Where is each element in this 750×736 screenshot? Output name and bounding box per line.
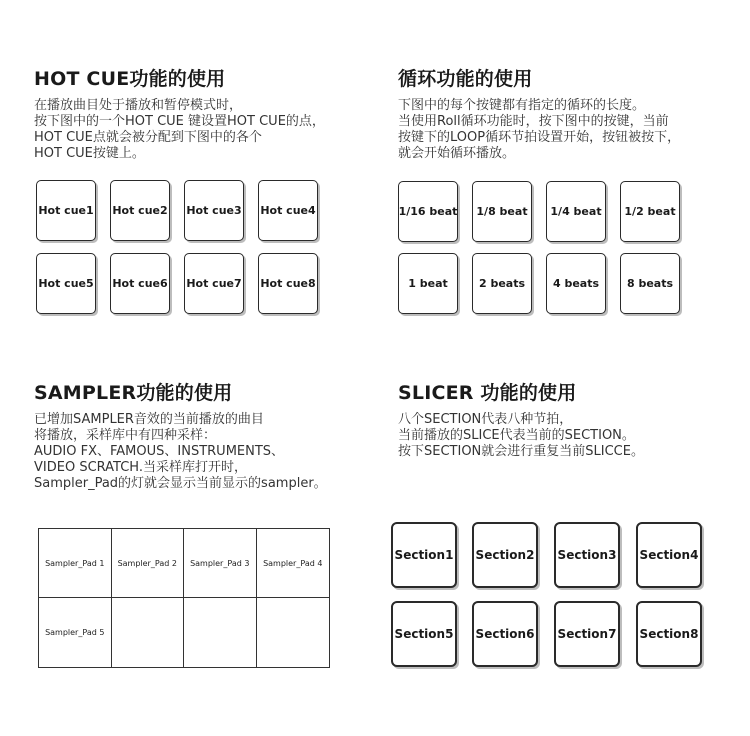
sampler-title: SAMPLER功能的使用 [34, 382, 233, 404]
slicer-title: SLICER 功能的使用 [398, 382, 577, 404]
sampler-pad-7[interactable] [184, 598, 257, 667]
loop-title: 循环功能的使用 [398, 68, 533, 90]
slicer-pad-section7[interactable]: Section7 [554, 601, 620, 667]
sampler-desc-line: AUDIO FX、FAMOUS、INSTRUMENTS、 [34, 444, 285, 459]
hotcue-description [34, 98, 325, 162]
hotcue-section [34, 68, 325, 162]
sampler-desc-line: 已增加SAMPLER音效的当前播放的曲目 [34, 412, 264, 427]
hotcue-pad-5[interactable]: Hot cue5 [36, 253, 96, 314]
sampler-section [34, 382, 327, 492]
hotcue-pad-8[interactable]: Hot cue8 [258, 253, 318, 314]
sampler-description [34, 412, 327, 492]
sampler-pad-3[interactable]: Sampler_Pad 3 [184, 529, 257, 598]
loop-pad-1-4-beat[interactable]: 1/4 beat [546, 181, 606, 242]
hotcue-pad-1[interactable]: Hot cue1 [36, 180, 96, 241]
slicer-desc-line: 当前播放的SLICE代表当前的SECTION。 [398, 428, 635, 443]
slicer-pad-section1[interactable]: Section1 [391, 522, 457, 588]
loop-pad-4-beats[interactable]: 4 beats [546, 253, 606, 314]
sampler-pad-5[interactable]: Sampler_Pad 5 [39, 598, 112, 667]
hotcue-pad-7[interactable]: Hot cue7 [184, 253, 244, 314]
loop-pad-1-16-beat[interactable]: 1/16 beat [398, 181, 458, 242]
hotcue-pad-4[interactable]: Hot cue4 [258, 180, 318, 241]
hotcue-desc-line: 按下图中的一个HOT CUE 键设置HOT CUE的点， [34, 114, 325, 129]
loop-pad-1-8-beat[interactable]: 1/8 beat [472, 181, 532, 242]
slicer-desc-line: 按下SECTION就会进行重复当前SLICCE。 [398, 444, 644, 459]
loop-desc-line: 按键下的LOOP循环节拍设置开始，按钮被按下， [398, 130, 681, 145]
slicer-section [398, 382, 644, 460]
loop-section [398, 68, 680, 162]
slicer-description [398, 412, 644, 460]
slicer-pad-section4[interactable]: Section4 [636, 522, 702, 588]
loop-pad-1-2-beat[interactable]: 1/2 beat [620, 181, 680, 242]
loop-pad-1-beat[interactable]: 1 beat [398, 253, 458, 314]
sampler-desc-line: Sampler_Pad的灯就会显示当前显示的sampler。 [34, 476, 327, 491]
loop-pad-2-beats[interactable]: 2 beats [472, 253, 532, 314]
hotcue-pad-3[interactable]: Hot cue3 [184, 180, 244, 241]
sampler-pad-2[interactable]: Sampler_Pad 2 [112, 529, 185, 598]
sampler-pad-6[interactable] [112, 598, 185, 667]
hotcue-desc-line: 在播放曲目处于播放和暂停模式时， [34, 98, 243, 113]
slicer-pad-section5[interactable]: Section5 [391, 601, 457, 667]
loop-desc-line: 下图中的每个按键都有指定的循环的长度。 [398, 98, 646, 113]
loop-desc-line: 就会开始循环播放。 [398, 146, 516, 161]
loop-pad-8-beats[interactable]: 8 beats [620, 253, 680, 314]
sampler-pad-8[interactable] [257, 598, 330, 667]
sampler-desc-line: VIDEO SCRATCH.当采样库打开时， [34, 460, 247, 475]
loop-description [398, 98, 680, 162]
sampler-pad-grid [38, 528, 330, 668]
slicer-pad-section2[interactable]: Section2 [472, 522, 538, 588]
hotcue-desc-line: HOT CUE点就会被分配到下图中的各个 [34, 130, 262, 145]
slicer-pad-section6[interactable]: Section6 [472, 601, 538, 667]
sampler-desc-line: 将播放，采样库中有四种采样： [34, 428, 217, 443]
slicer-pad-section3[interactable]: Section3 [554, 522, 620, 588]
hotcue-pad-2[interactable]: Hot cue2 [110, 180, 170, 241]
slicer-pad-section8[interactable]: Section8 [636, 601, 702, 667]
slicer-desc-line: 八个SECTION代表八种节拍， [398, 412, 573, 427]
loop-desc-line: 当使用Roll循环功能时，按下图中的按键，当前 [398, 114, 669, 129]
hotcue-title: HOT CUE功能的使用 [34, 68, 226, 90]
hotcue-pad-6[interactable]: Hot cue6 [110, 253, 170, 314]
hotcue-desc-line: HOT CUE按键上。 [34, 146, 145, 161]
sampler-pad-1[interactable]: Sampler_Pad 1 [39, 529, 112, 598]
sampler-pad-4[interactable]: Sampler_Pad 4 [257, 529, 330, 598]
